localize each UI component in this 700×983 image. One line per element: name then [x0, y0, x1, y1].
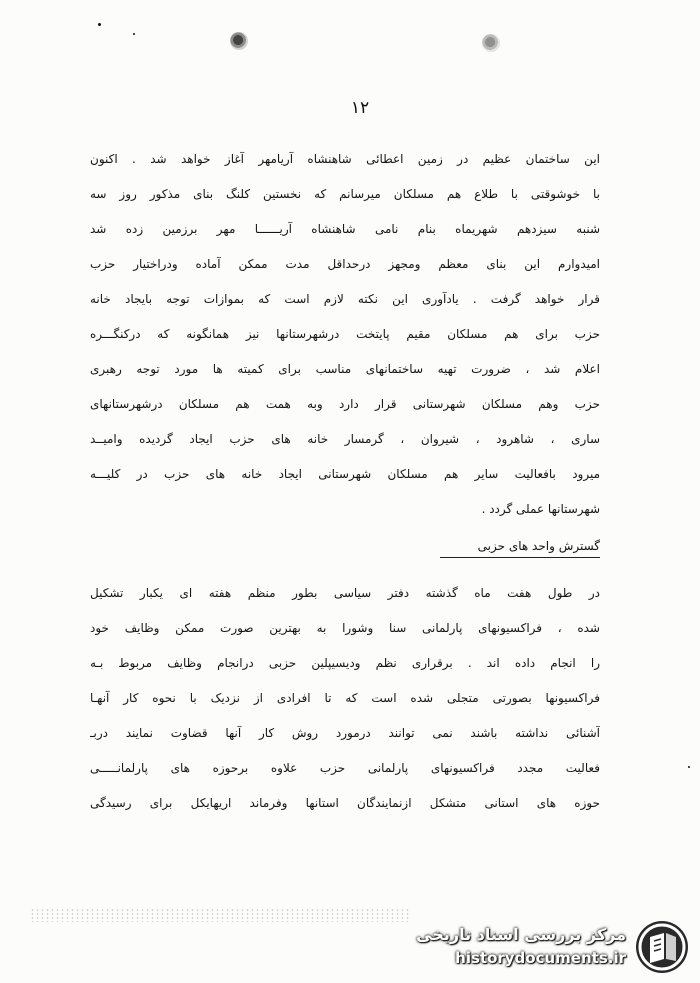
text-line: ساری ، شاهرود ، شیروان ، گرمسار خانه های حزب ایجاد گردیده وامیــد	[90, 432, 600, 446]
scan-speck	[688, 766, 690, 768]
scan-noise	[30, 908, 410, 922]
watermark-url: historydocuments.ir	[455, 949, 626, 967]
punch-hole-mark	[482, 34, 500, 52]
scan-speck	[133, 33, 135, 35]
text-line: میرود بافعالیت سایر هم مسلکان شهرستانی ایجاد خانه های حزب در کلیـــه	[90, 467, 600, 481]
text-line: فعالیت مجدد فراکسیونهای پارلمانی حزب علاوه برحوزه های پارلمانـــــی	[90, 761, 600, 775]
punch-hole-mark	[230, 32, 248, 50]
page-number: ۱۲	[350, 98, 370, 118]
text-line: فراکسیونها بصورتی متجلی شده است که تا افرادی از نزدیک با نحوه کار آنهـا	[90, 691, 600, 705]
text-line: شده ، فراکسیونهای پارلمانی سنا وشورا به بهترین صورت ممکن وظایف خود	[90, 621, 600, 635]
archive-watermark	[412, 915, 694, 977]
text-line: را انجام داده اند . برقراری نظم ودیسیپلین حزبی درانجام وظایف مربوط بـه	[90, 656, 600, 670]
text-line: حوزه های استانی متشکل ازنمایندگان استانها وفرماند اریهایکل برای رسیدگی	[90, 796, 600, 810]
text-line: شهرستانها عملی گردد .	[481, 502, 600, 516]
text-line: آشنائی نداشته باشند نمی توانند درمورد روش کار آنها قضاوت نمایند دربـ	[90, 726, 600, 740]
scan-speck	[98, 23, 101, 26]
text-line: قرار خواهد گرفت . یادآوری این نکته لازم است که بموازات توجه بایجاد خانه	[90, 292, 600, 306]
text-line: شنبه سیزدهم شهریماه بنام نامی شاهنشاه آریــــــا مهر برزمین زده شد	[90, 222, 600, 236]
text-line: اعلام شد ، ضرورت تهیه ساختمانهای مناسب برای کمیته ها مورد توجه رهبری	[90, 362, 600, 376]
section-heading: گسترش واحد های حزبی	[440, 539, 600, 558]
watermark-title: مرکز بررسی اسناد تاریخی	[416, 925, 626, 944]
archive-book-icon	[634, 919, 690, 975]
text-line: با خوشوقتی با طلاع هم مسلکان میرسانم که نخستین کلنگ بنای مذکور روز سه	[90, 187, 600, 201]
paragraph-1	[90, 150, 600, 518]
text-line: این ساختمان عظیم در زمین اعطائی شاهنشاه آریامهر آغاز خواهد شد . اکنون	[90, 152, 600, 166]
text-line: در طول هفت ماه گذشته دفتر سیاسی بطور منظم هفته ای یکبار تشکیل	[90, 586, 600, 600]
paragraph-2	[90, 584, 600, 812]
text-line: امیدوارم این بنای معظم ومجهز درحداقل مدت ممکن آماده ودراختیار حزب	[90, 257, 600, 271]
text-line: حزب برای هم مسلکان مقیم پایتخت درشهرستانها نیز همانگونه که درکنگـــره	[90, 327, 600, 341]
text-line: حزب وهم مسلکان شهرستانی قرار دارد وبه همت هم مسلکان درشهرستانهای	[90, 397, 600, 411]
